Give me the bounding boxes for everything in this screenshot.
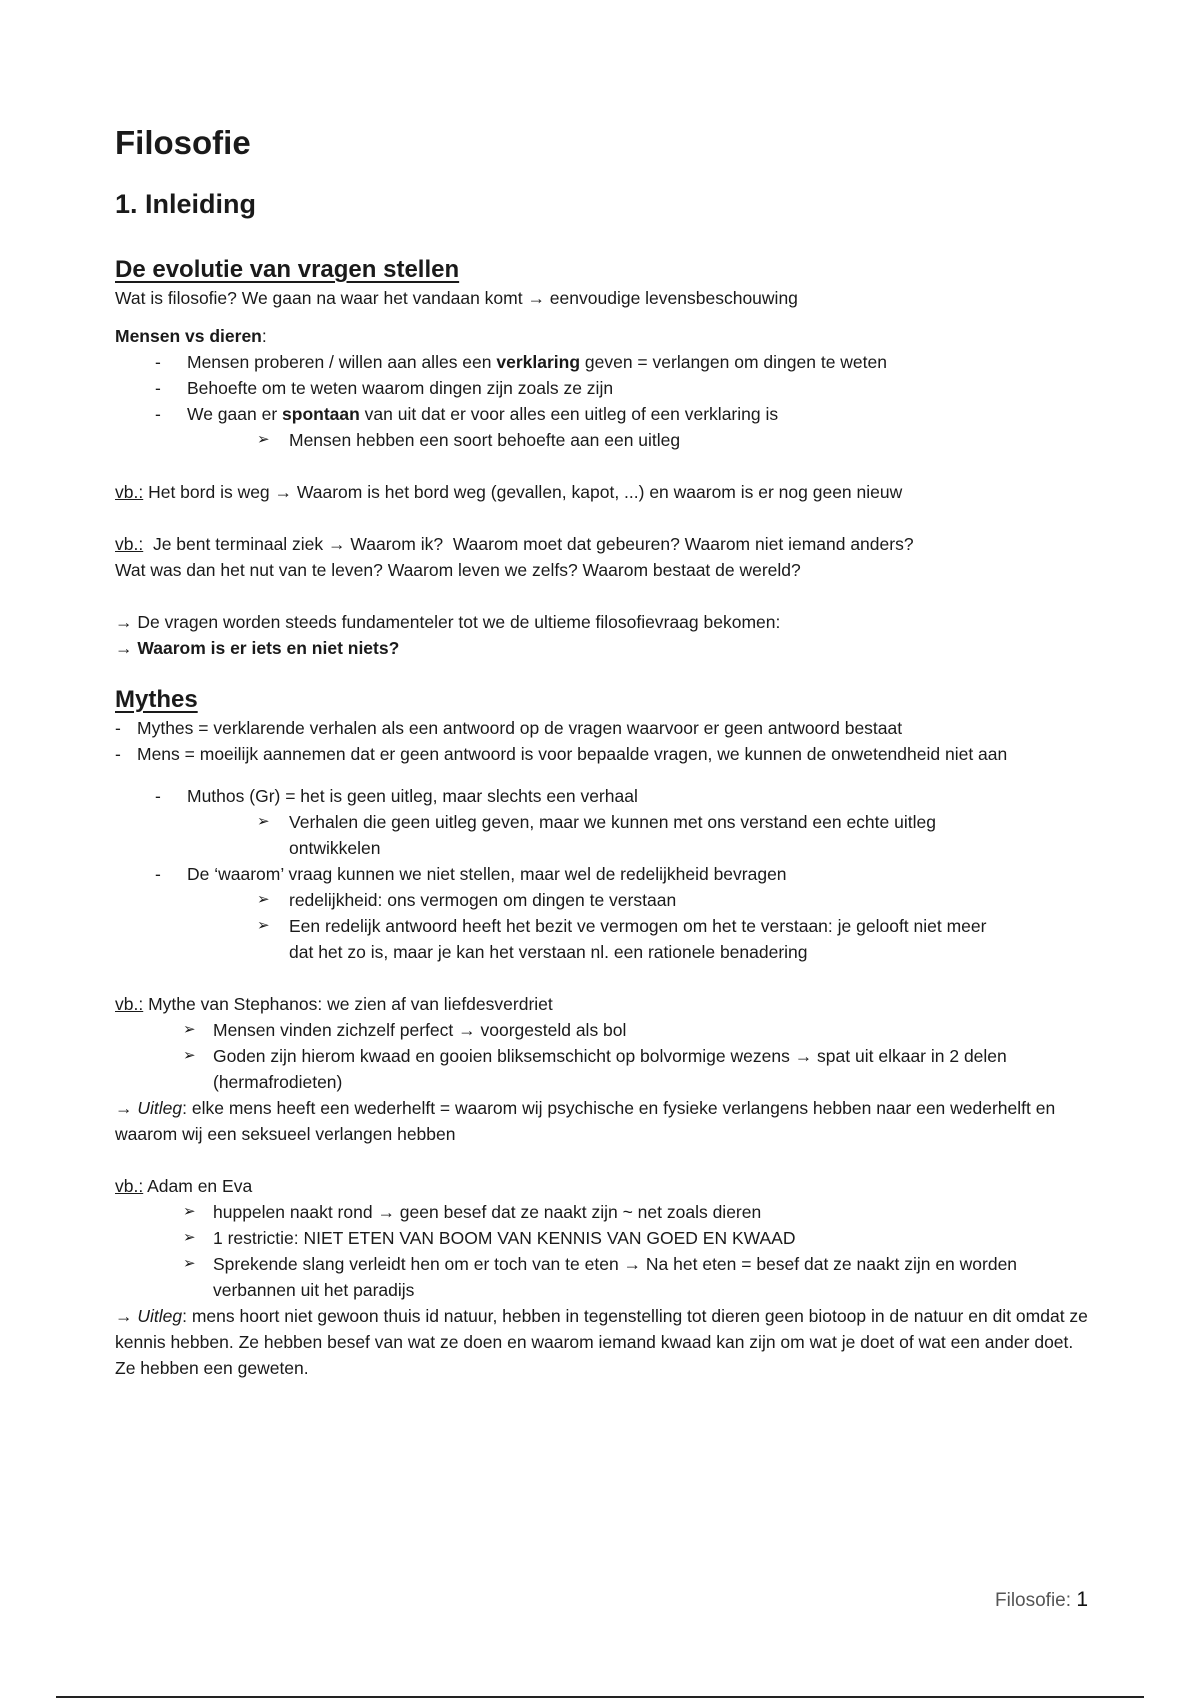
uitleg-adam-eva: → Uitleg: mens hoort niet gewoon thuis id natuur, hebben in tegenstelling tot dieren geen biotoop in de natuur en dit omdat ze kennis hebben. Ze hebben besef van wat ze doen en waarom iemand kwaad kan zijn om wat je doet of wat een ander doet. Ze hebben een geweten.: [115, 1306, 1088, 1378]
example-ziek: vb.: Je bent terminaal ziek → Waarom ik? Waarom moet dat gebeuren? Waarom niet iemand anders?: [115, 534, 914, 554]
list-item: - Muthos (Gr) = het is geen uitleg, maar slechts een verhaal: [155, 786, 638, 806]
arrowhead-icon: ➢: [257, 813, 270, 830]
sub-list-item: ➢ redelijkheid: ons vermogen om dingen te verstaan: [115, 887, 1095, 913]
sub-list-item: ➢ huppelen naakt rond → geen besef dat ze naakt zijn ~ net zoals dieren: [115, 1199, 1095, 1225]
sub-list-item: ➢ Mensen hebben een soort behoefte aan een uitleg: [115, 427, 1095, 453]
arrowhead-icon: ➢: [183, 1229, 196, 1246]
chapter-heading: 1. Inleiding: [115, 189, 257, 219]
list-item: - Behoefte om te weten waarom dingen zijn zoals ze zijn: [155, 378, 614, 398]
sub-list-item: ➢ Sprekende slang verleidt hen om er toch van te eten → Na het eten = besef dat ze naakt zijn en worden verbannen uit het paradijs: [115, 1251, 1095, 1303]
ultimate-question: → Waarom is er iets en niet niets?: [115, 638, 400, 658]
example-bord: vb.: Het bord is weg → Waarom is het bord weg (gevallen, kapot, ...) en waarom is er nog geen nieuw: [115, 482, 903, 502]
document-page: [115, 110, 1095, 1381]
sub-list-item: ➢ Een redelijk antwoord heeft het bezit ve vermogen om het te verstaan: je gelooft niet meer dat het zo is, maar je kan het verstaan nl. een rationele benadering: [115, 913, 1095, 965]
list-item: - Mens = moeilijk aannemen dat er geen antwoord is voor bepaalde vragen, we kunnen de onwetendheid niet aan: [115, 744, 1008, 764]
example-stephanos: vb.: Mythe van Stephanos: we zien af van liefdesverdriet: [115, 994, 553, 1014]
uitleg-stephanos: → Uitleg: elke mens heeft een wederhelft = waarom wij psychische en fysieke verlangens hebben naar een wederhelft en waarom wij een seksueel verlangen hebben: [115, 1098, 1056, 1144]
list-item: - De ‘waarom’ vraag kunnen we niet stellen, maar wel de redelijkheid bevragen: [155, 864, 787, 884]
sub-list-item: ➢ Mensen vinden zichzelf perfect → voorgesteld als bol: [115, 1017, 1095, 1043]
list-item: - We gaan er spontaan van uit dat er voor alles een uitleg of een verklaring is: [155, 404, 779, 424]
arrowhead-icon: ➢: [183, 1021, 196, 1038]
sub-list-item: ➢ 1 restrictie: NIET ETEN VAN BOOM VAN KENNIS VAN GOED EN KWAAD: [115, 1225, 1095, 1251]
intro-line: Wat is filosofie? We gaan na waar het vandaan komt → eenvoudige levensbeschouwing: [115, 288, 798, 308]
arrowhead-icon: ➢: [183, 1047, 196, 1064]
sub-list-item: ➢ Goden zijn hierom kwaad en gooien bliksemschicht op bolvormige wezens → spat uit elkaar in 2 delen (hermafrodieten): [115, 1043, 1095, 1095]
example-adam-eva: vb.: Adam en Eva: [115, 1176, 253, 1196]
arrowhead-icon: ➢: [183, 1255, 196, 1272]
document-title: Filosofie: [115, 124, 251, 161]
arrowhead-icon: ➢: [257, 891, 270, 908]
list-item: - Mythes = verklarende verhalen als een antwoord op de vragen waarvoor er geen antwoord bestaat: [115, 718, 903, 738]
arrowhead-icon: ➢: [183, 1203, 196, 1220]
list-item: - Mensen proberen / willen aan alles een verklaring geven = verlangen om dingen te weten: [155, 352, 887, 372]
mensen-vs-dieren-label: Mensen vs dieren:: [115, 326, 267, 346]
example-ziek-line2: Wat was dan het nut van te leven? Waarom leven we zelfs? Waarom bestaat de wereld?: [115, 560, 801, 580]
section-heading-mythes: Mythes: [115, 686, 198, 713]
conclusion-line: → De vragen worden steeds fundamenteler tot we de ultieme filosofievraag bekomen:: [115, 612, 781, 632]
arrowhead-icon: ➢: [257, 431, 270, 448]
sub-list-item: ➢ Verhalen die geen uitleg geven, maar we kunnen met ons verstand een echte uitleg ontwikkelen: [115, 809, 1095, 861]
arrowhead-icon: ➢: [257, 917, 270, 934]
page-number: Filosofie: 1: [995, 1588, 1088, 1611]
footer-divider: [56, 1696, 1144, 1698]
section-heading-evolutie: De evolutie van vragen stellen: [115, 256, 460, 283]
